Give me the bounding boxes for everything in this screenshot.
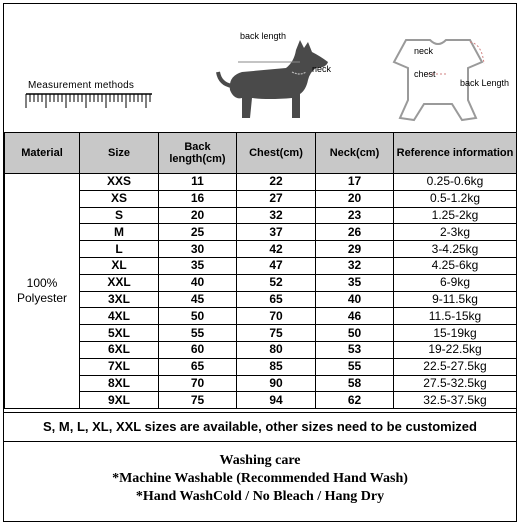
material-cell: 100% Polyester — [5, 174, 80, 409]
reference-cell: 0.25-0.6kg — [394, 174, 517, 191]
chest-cell: 32 — [237, 207, 316, 224]
neck-cell: 50 — [316, 325, 394, 342]
table-header-row — [5, 133, 517, 174]
size-cell: XXS — [80, 174, 159, 191]
reference-cell: 6-9kg — [394, 274, 517, 291]
table-row — [5, 375, 517, 392]
reference-cell: 19-22.5kg — [394, 341, 517, 358]
neck-cell: 29 — [316, 241, 394, 258]
back-length-cell: 30 — [159, 241, 237, 258]
dog-back-length-label: back length — [240, 31, 287, 41]
sizes-note: S, M, L, XL, XXL sizes are available, other sizes need to be customized — [4, 412, 516, 442]
chest-cell: 65 — [237, 291, 316, 308]
washing-care-line1: *Machine Washable (Recommended Hand Wash) — [112, 471, 408, 486]
shirt-chest-label: chest — [414, 69, 436, 79]
chest-cell: 80 — [237, 341, 316, 358]
size-cell: XS — [80, 190, 159, 207]
size-cell: XXL — [80, 274, 159, 291]
dog-diagram — [208, 28, 348, 128]
header-material: Material — [5, 133, 80, 174]
size-table — [4, 132, 517, 409]
back-length-cell: 45 — [159, 291, 237, 308]
header-neck: Neck(cm) — [316, 133, 394, 174]
table-row — [5, 308, 517, 325]
table-row — [5, 257, 517, 274]
shirt-neck-label: neck — [414, 46, 434, 56]
size-cell: 4XL — [80, 308, 159, 325]
size-cell: 6XL — [80, 341, 159, 358]
neck-cell: 40 — [316, 291, 394, 308]
size-cell: M — [80, 224, 159, 241]
chest-cell: 52 — [237, 274, 316, 291]
chest-cell: 90 — [237, 375, 316, 392]
chest-cell: 70 — [237, 308, 316, 325]
reference-cell: 4.25-6kg — [394, 257, 517, 274]
measurement-header — [4, 4, 516, 132]
reference-cell: 0.5-1.2kg — [394, 190, 517, 207]
chest-cell: 27 — [237, 190, 316, 207]
neck-cell: 23 — [316, 207, 394, 224]
size-cell: 8XL — [80, 375, 159, 392]
chest-cell: 37 — [237, 224, 316, 241]
chest-cell: 22 — [237, 174, 316, 191]
dog-icon — [208, 28, 348, 128]
back-length-cell: 70 — [159, 375, 237, 392]
table-row — [5, 224, 517, 241]
neck-cell: 32 — [316, 257, 394, 274]
ruler-graphic — [24, 80, 154, 116]
chest-cell: 94 — [237, 392, 316, 409]
size-cell: 3XL — [80, 291, 159, 308]
shirt-diagram — [372, 34, 518, 128]
size-cell: 7XL — [80, 358, 159, 375]
header-chest: Chest(cm) — [237, 133, 316, 174]
chest-cell: 75 — [237, 325, 316, 342]
neck-cell: 17 — [316, 174, 394, 191]
table-row — [5, 291, 517, 308]
neck-cell: 53 — [316, 341, 394, 358]
reference-cell: 32.5-37.5kg — [394, 392, 517, 409]
reference-cell: 27.5-32.5kg — [394, 375, 517, 392]
chest-cell: 47 — [237, 257, 316, 274]
reference-cell: 22.5-27.5kg — [394, 358, 517, 375]
back-length-cell: 35 — [159, 257, 237, 274]
size-cell: 5XL — [80, 325, 159, 342]
table-row — [5, 274, 517, 291]
back-length-cell: 16 — [159, 190, 237, 207]
table-row — [5, 207, 517, 224]
neck-cell: 62 — [316, 392, 394, 409]
header-back-length: Back length(cm) — [159, 133, 237, 174]
shirt-back-length-label: back Length — [460, 78, 510, 88]
table-row — [5, 241, 517, 258]
table-row — [5, 190, 517, 207]
table-row — [5, 341, 517, 358]
chest-cell: 42 — [237, 241, 316, 258]
back-length-cell: 25 — [159, 224, 237, 241]
washing-care-title: Washing care — [219, 453, 301, 468]
measurement-methods-label: Measurement methods — [28, 80, 135, 91]
size-cell: 9XL — [80, 392, 159, 409]
reference-cell: 2-3kg — [394, 224, 517, 241]
back-length-cell: 11 — [159, 174, 237, 191]
reference-cell: 11.5-15kg — [394, 308, 517, 325]
header-reference: Reference information — [394, 133, 517, 174]
reference-cell: 1.25-2kg — [394, 207, 517, 224]
table-row — [5, 174, 517, 191]
size-cell: XL — [80, 257, 159, 274]
back-length-cell: 40 — [159, 274, 237, 291]
reference-cell: 15-19kg — [394, 325, 517, 342]
dog-neck-label: neck — [312, 64, 332, 74]
neck-cell: 46 — [316, 308, 394, 325]
chest-cell: 85 — [237, 358, 316, 375]
back-length-cell: 20 — [159, 207, 237, 224]
washing-care — [4, 452, 516, 506]
washing-care-line2: *Hand WashCold / No Bleach / Hang Dry — [135, 489, 385, 504]
dog-chest-label: chest — [264, 102, 286, 112]
size-chart — [3, 3, 517, 522]
neck-cell: 35 — [316, 274, 394, 291]
size-cell: S — [80, 207, 159, 224]
neck-cell: 20 — [316, 190, 394, 207]
table-row — [5, 392, 517, 409]
back-length-cell: 60 — [159, 341, 237, 358]
reference-cell: 9-11.5kg — [394, 291, 517, 308]
back-length-cell: 65 — [159, 358, 237, 375]
neck-cell: 26 — [316, 224, 394, 241]
size-cell: L — [80, 241, 159, 258]
neck-cell: 55 — [316, 358, 394, 375]
back-length-cell: 55 — [159, 325, 237, 342]
neck-cell: 58 — [316, 375, 394, 392]
table-row — [5, 358, 517, 375]
reference-cell: 3-4.25kg — [394, 241, 517, 258]
header-size: Size — [80, 133, 159, 174]
back-length-cell: 50 — [159, 308, 237, 325]
back-length-cell: 75 — [159, 392, 237, 409]
shirt-icon — [372, 34, 518, 128]
table-row — [5, 325, 517, 342]
